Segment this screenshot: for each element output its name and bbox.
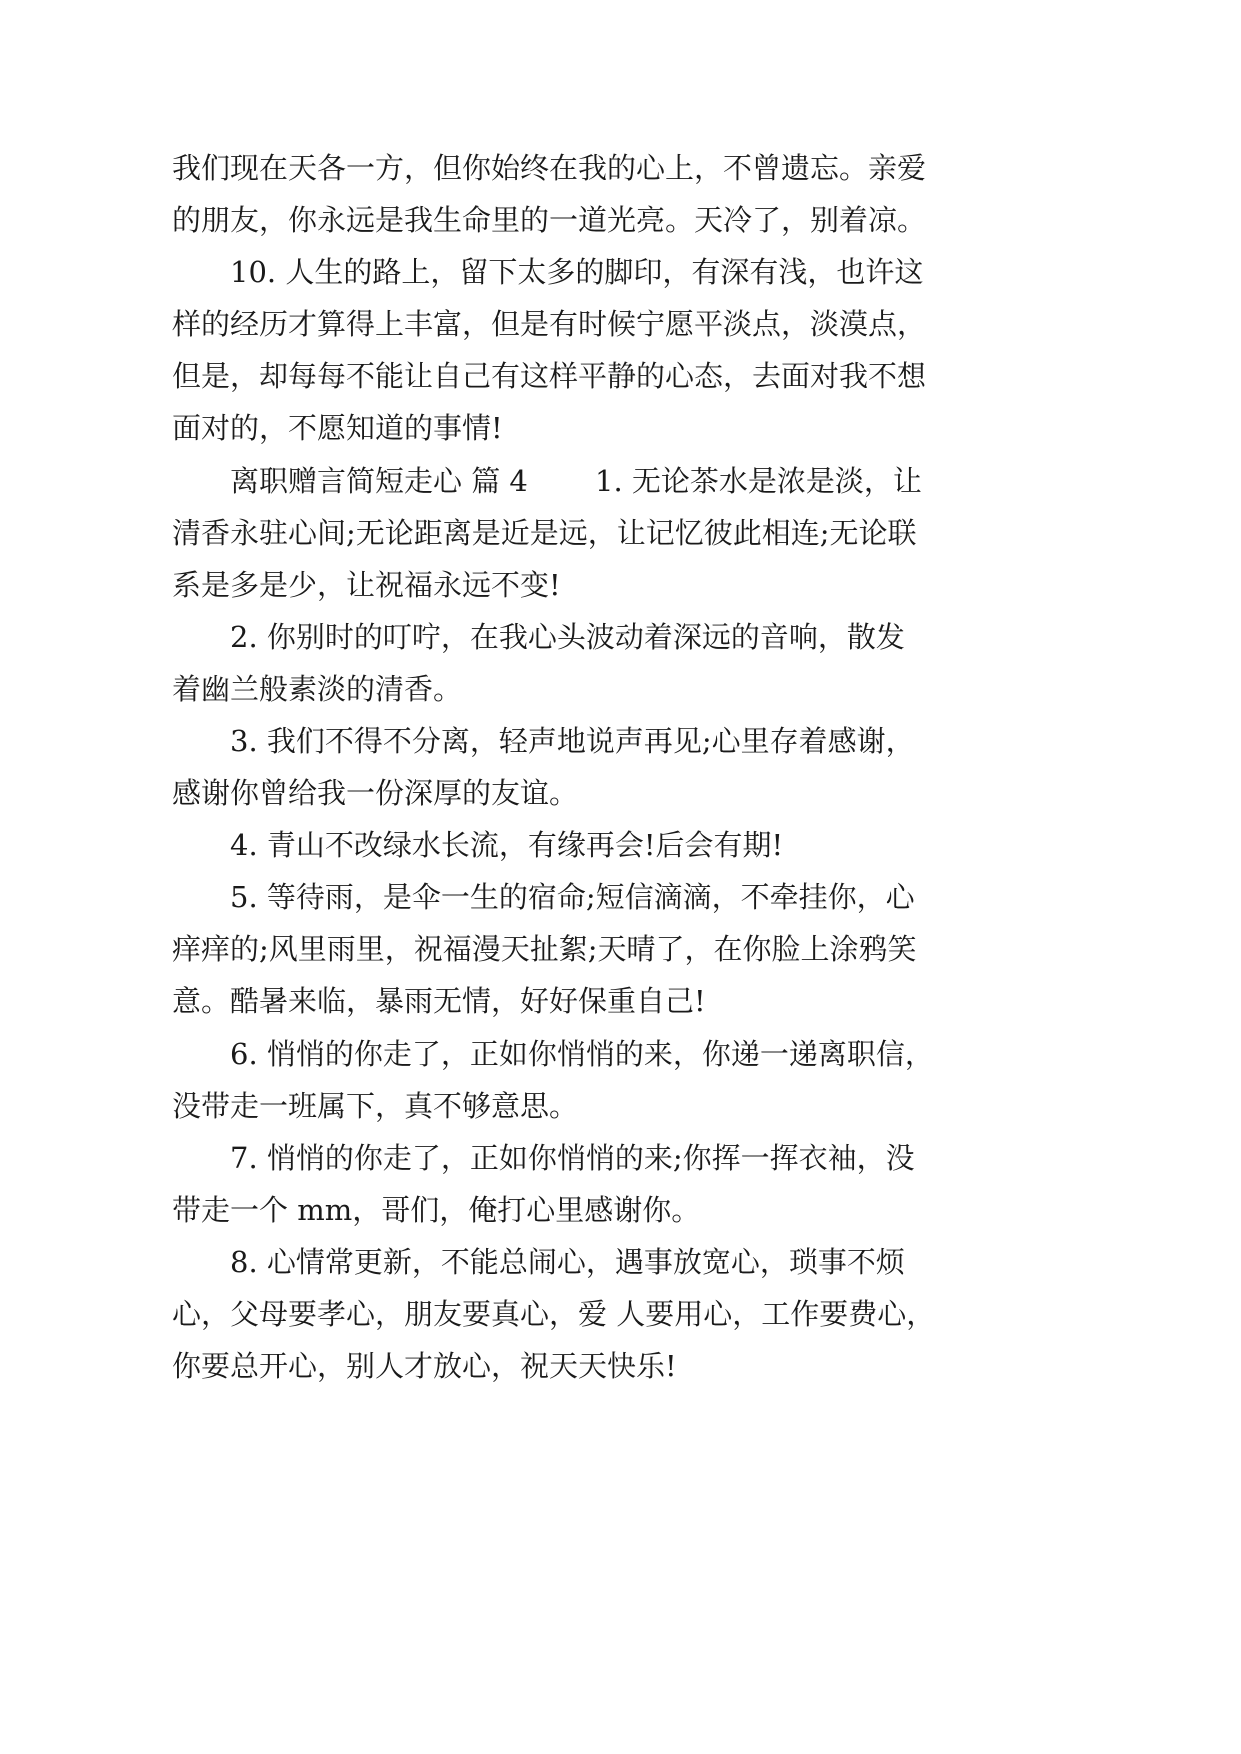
text-line: 我们现在天各一方，但你始终在我的心上，不曾遗忘。亲爱 xyxy=(172,151,927,185)
text-line: 8. 心情常更新，不能总闹心，遇事放宽心，琐事不烦 xyxy=(230,1245,905,1279)
text-line: 3. 我们不得不分离，轻声地说声再见;心里存着感谢， xyxy=(230,724,915,758)
text-line: 没带走一班属下，真不够意思。 xyxy=(172,1089,579,1123)
text-line: 系是多是少，让祝福永远不变! xyxy=(172,568,561,602)
text-line: 感谢你曾给我一份深厚的友谊。 xyxy=(172,776,579,810)
text-line: 7. 悄悄的你走了，正如你悄悄的来;你挥一挥衣袖，没 xyxy=(230,1141,915,1175)
text-line: 痒痒的;风里雨里，祝福漫天扯絮;天晴了，在你脸上涂鸦笑 xyxy=(172,932,917,966)
text-line: 但是，却每每不能让自己有这样平静的心态，去面对我不想 xyxy=(172,359,927,393)
text-line: 的朋友，你永远是我生命里的一道光亮。天冷了，别着凉。 xyxy=(172,203,927,237)
text-line: 面对的，不愿知道的事情! xyxy=(172,411,503,445)
text-line: 6. 悄悄的你走了，正如你悄悄的来，你递一递离职信， xyxy=(230,1037,934,1071)
text-line: 心，父母要孝心，朋友要真心，爱 人要用心，工作要费心， xyxy=(172,1297,936,1331)
text-line: 10. 人生的路上，留下太多的脚印，有深有浅，也许这 xyxy=(230,255,924,289)
text-line: 5. 等待雨，是伞一生的宿命;短信滴滴，不牵挂你，心 xyxy=(230,880,915,914)
text-line: 4. 青山不改绿水长流，有缘再会!后会有期! xyxy=(230,828,784,862)
text-line: 带走一个 mm，哥们，俺打心里感谢你。 xyxy=(172,1193,701,1227)
text-line: 样的经历才算得上丰富，但是有时候宁愿平淡点，淡漠点， xyxy=(172,307,927,341)
section-heading: 离职赠言简短走心 篇 4 xyxy=(230,464,528,498)
text-line: 2. 你别时的叮咛，在我心头波动着深远的音响，散发 xyxy=(230,620,905,654)
text-line: 你要总开心，别人才放心，祝天天快乐! xyxy=(172,1349,677,1383)
text-line: 清香永驻心间;无论距离是近是远，让记忆彼此相连;无论联 xyxy=(172,516,917,550)
text-line: 意。酷暑来临，暴雨无情，好好保重自己! xyxy=(172,984,706,1018)
text-line: 着幽兰般素淡的清香。 xyxy=(172,672,463,706)
text-line: 1. 无论茶水是浓是淡，让 xyxy=(595,464,922,498)
